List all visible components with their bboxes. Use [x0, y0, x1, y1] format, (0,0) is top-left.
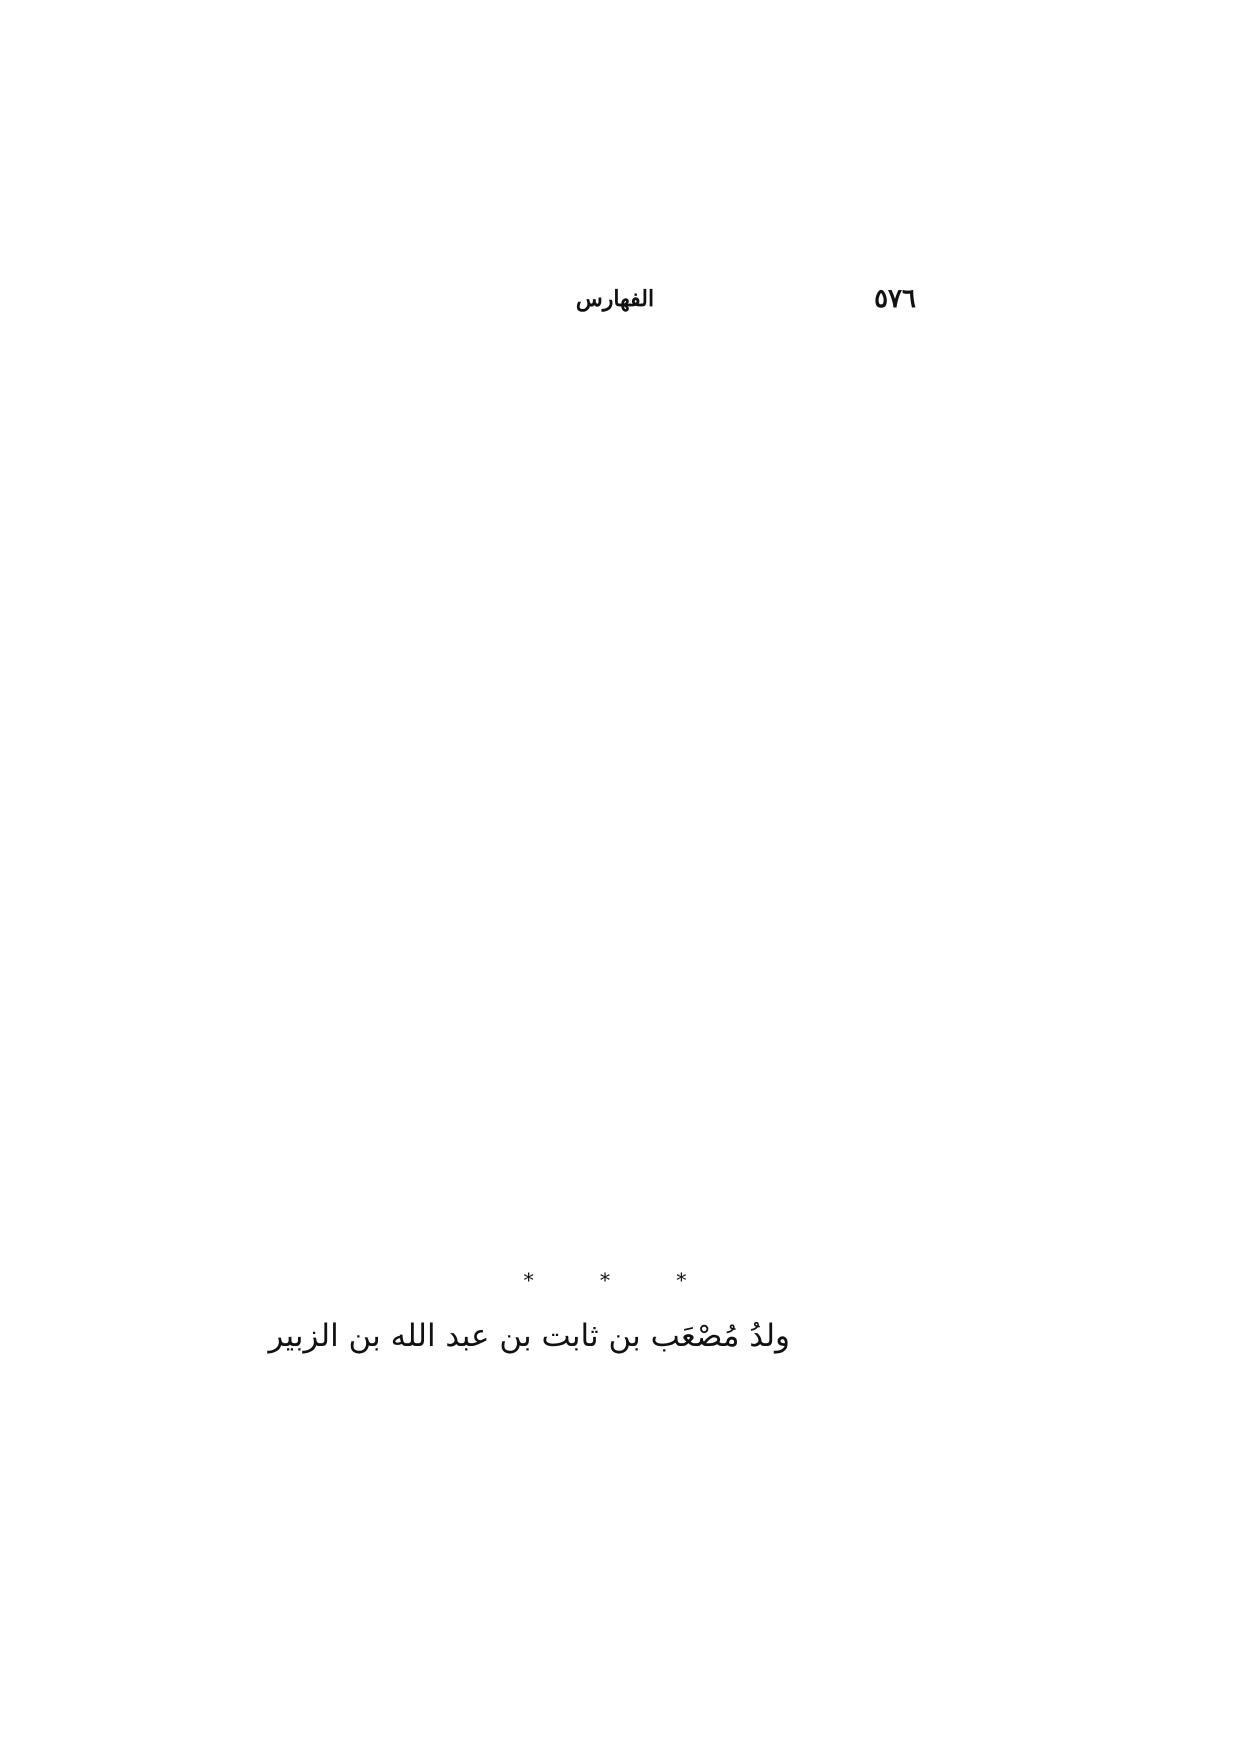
page-number: ٥٧٦ [874, 284, 916, 314]
section-separator: * * * [523, 1268, 717, 1292]
running-header-title: الفهارس [575, 286, 655, 312]
section-heading: ولدُ مُصْعَب بن ثابت بن عبد الله بن الزبير [268, 1318, 790, 1354]
